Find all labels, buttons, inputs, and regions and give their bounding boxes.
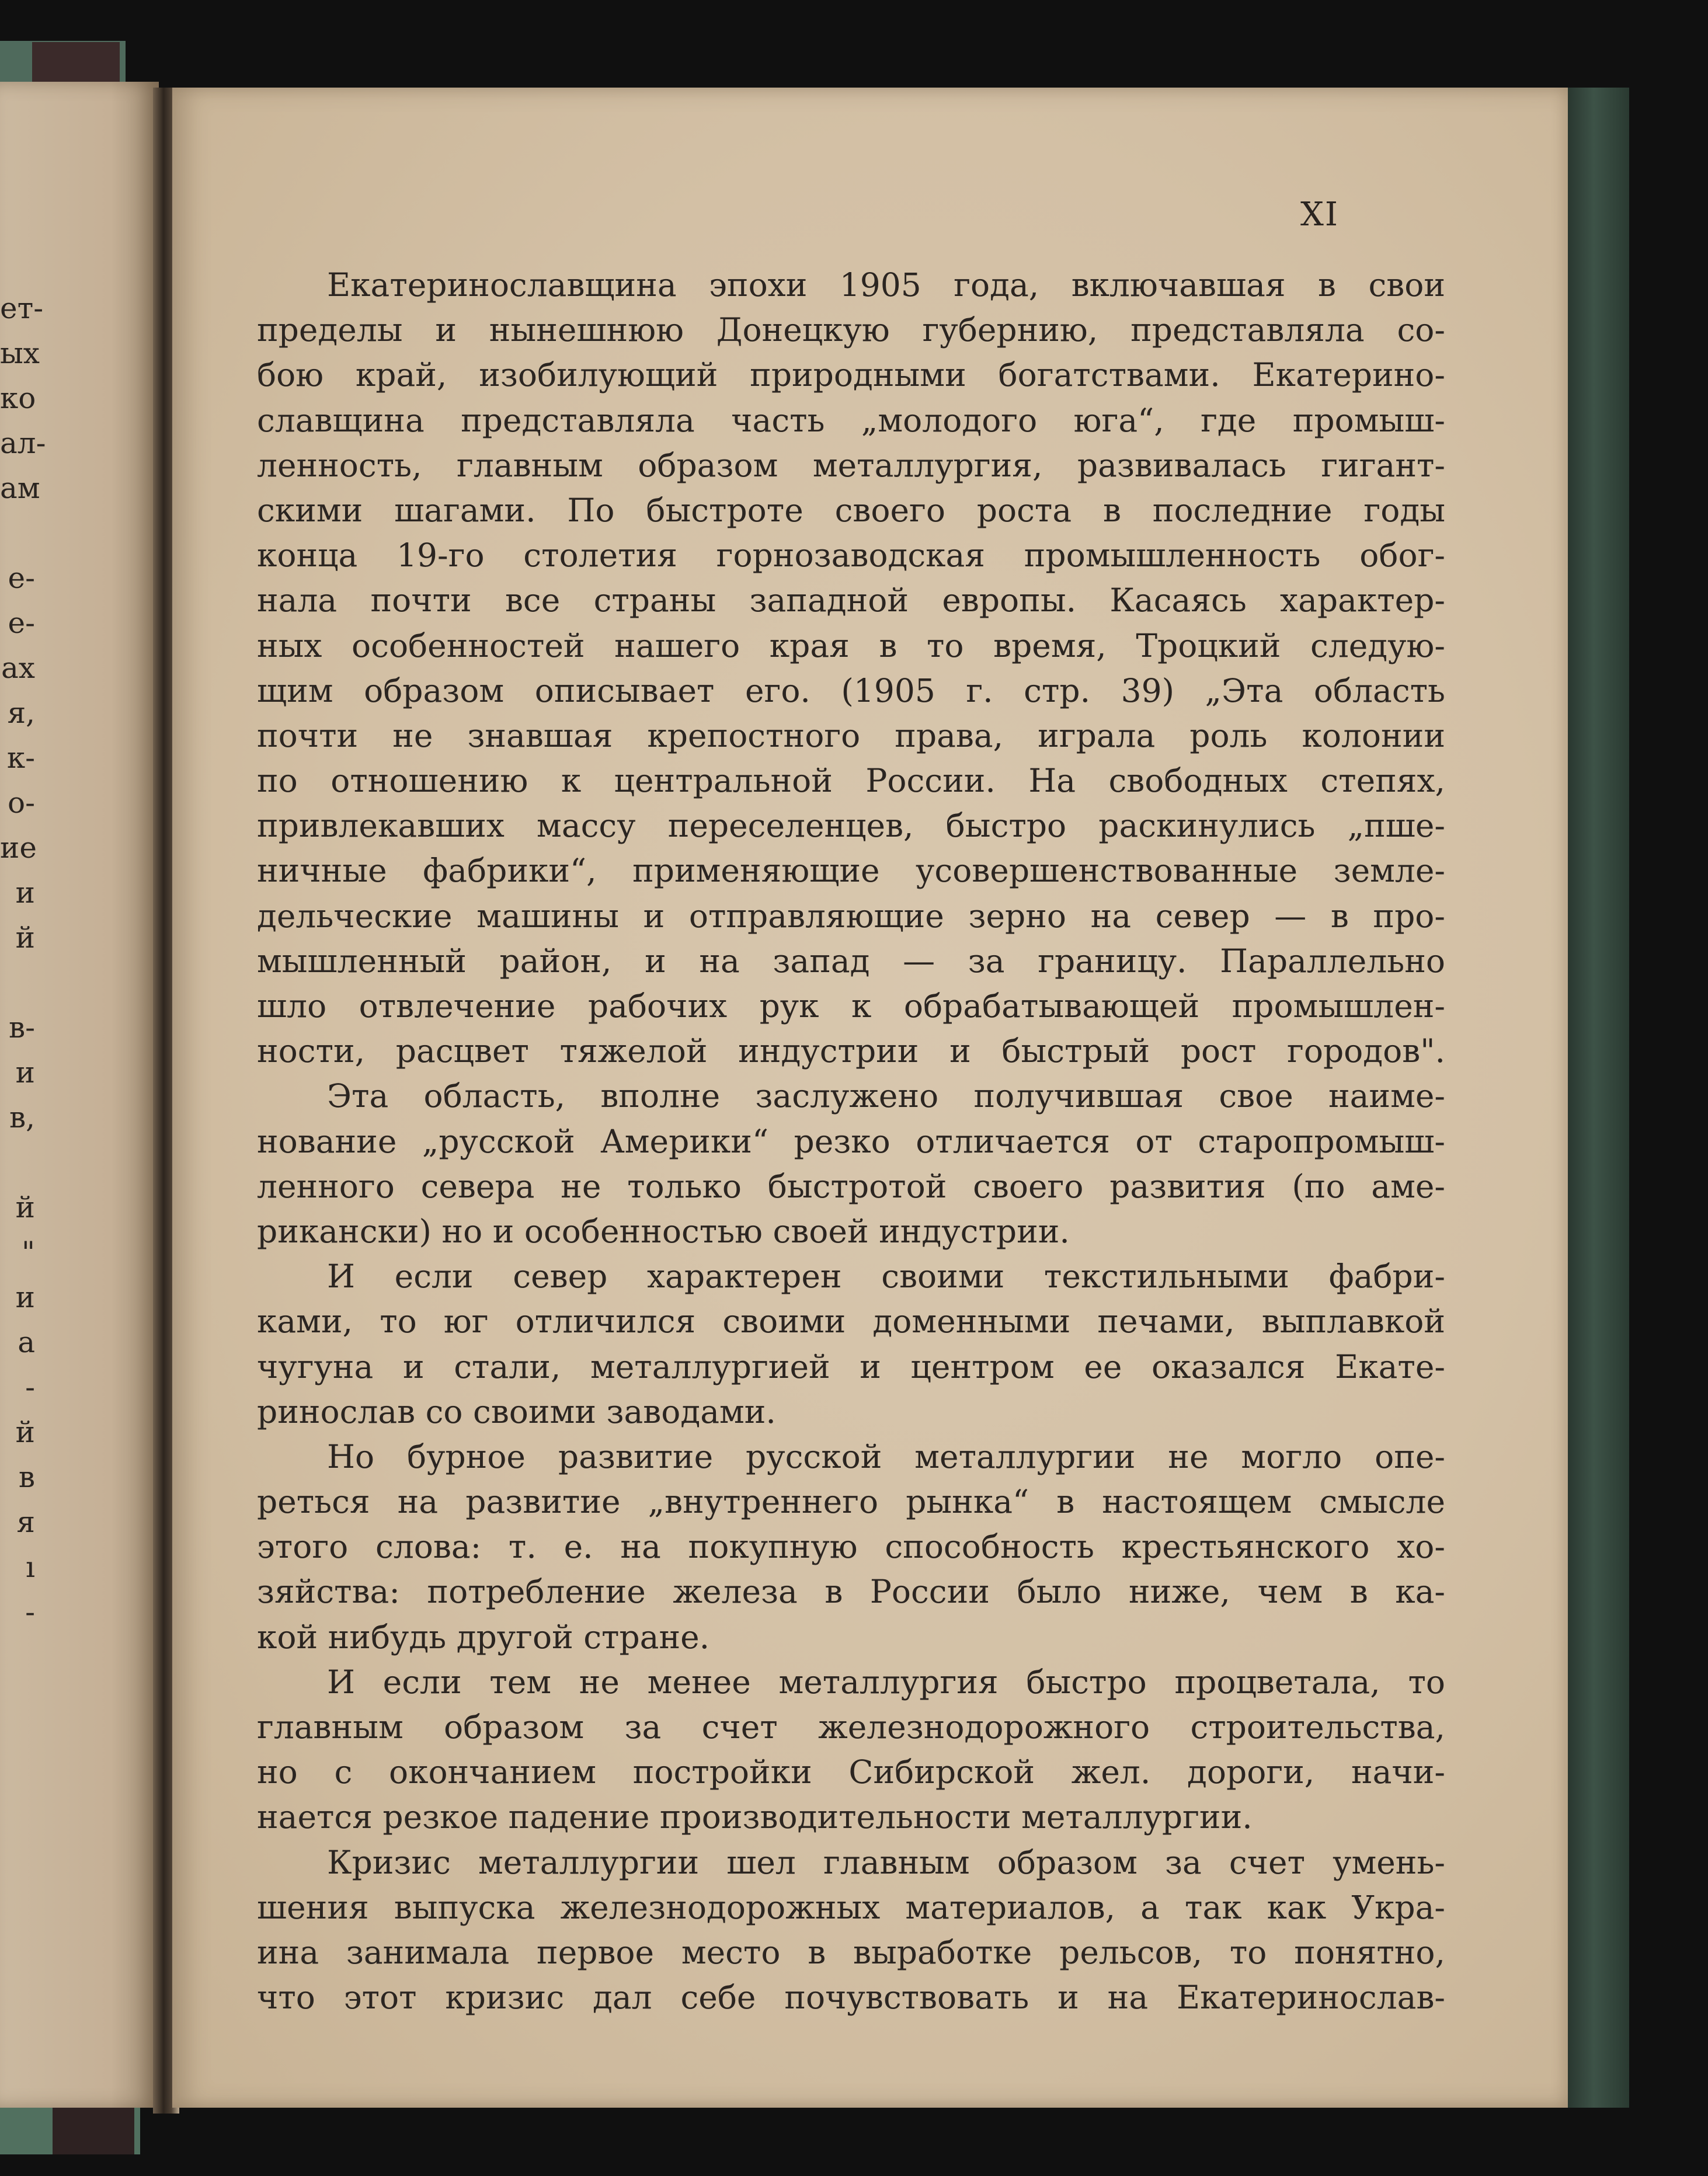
page-body-text: [257, 263, 1445, 2020]
text-line: ничные фабрики“, применяющие усовершенствованные земле-: [257, 852, 1445, 890]
facing-page-fragment: и: [15, 1056, 35, 1089]
facing-page-fragment: ет-: [0, 291, 44, 325]
book-page: [172, 88, 1568, 2108]
text-line: зяйства: потребление железа в России было ниже, чем в ка-: [257, 1573, 1445, 1611]
text-line: ками, то юг отличился своими доменными печами, выплавкой: [257, 1303, 1445, 1341]
text-line: Эта область, вполне заслужено получившая свое наиме-: [327, 1077, 1445, 1115]
text-line: рикански) но и особенностью своей индустрии.: [257, 1212, 1070, 1250]
text-line: бою край, изобилующий природными богатствами. Екатерино-: [257, 356, 1445, 394]
facing-page-fragment: а: [18, 1325, 35, 1359]
facing-page-fragment: я: [16, 1505, 35, 1539]
facing-page-fragment: ко: [0, 381, 36, 415]
text-line: шения выпуска железнодорожных материалов, а так как Укра-: [257, 1888, 1445, 1926]
facing-page-fragment: и: [15, 876, 35, 910]
text-line: ринослав со своими заводами.: [257, 1392, 776, 1430]
text-line: ина занимала первое место в выработке рельсов, то понятно,: [257, 1933, 1445, 1971]
book-cover-right: [1565, 88, 1629, 2108]
facing-page-fragment: [0, 1140, 35, 1185]
text-line: чугуна и стали, металлургией и центром ее оказался Екате-: [257, 1348, 1445, 1385]
facing-page-fragment: й: [15, 1190, 35, 1224]
text-line: Кризис металлургии шел главным образом за счет умень-: [327, 1843, 1445, 1881]
text-line: что этот кризис дал себе почувствовать и на Екатеринослав-: [257, 1979, 1445, 2017]
facing-page-fragment: ı: [26, 1550, 35, 1584]
facing-page-fragment: е-: [8, 606, 35, 640]
text-line: конца 19-го столетия горнозаводская промышленность обог-: [257, 537, 1445, 575]
facing-page-fragment: [0, 960, 35, 1005]
facing-page-fragment: [0, 511, 35, 556]
facing-page-fragment: в,: [9, 1101, 35, 1134]
facing-page-fragment: е-: [8, 561, 35, 595]
text-line: привлекавших массу переселенцев, быстро раскинулись „пше-: [257, 807, 1445, 845]
facing-page-fragment: о-: [8, 786, 35, 820]
text-line: реться на развитие „внутреннего рынка“ в настоящем смысле: [257, 1483, 1445, 1521]
text-line: славщина представляла часть „молодого юга“, где промыш-: [257, 401, 1445, 439]
text-line: но с окончанием постройки Сибирской жел. дороги, начи-: [257, 1753, 1445, 1791]
facing-page-fragment: я,: [7, 696, 35, 730]
facing-page-fragment: й: [15, 1415, 35, 1449]
text-line: кой нибудь другой стране.: [257, 1618, 710, 1656]
facing-page-fragment: и: [15, 1280, 35, 1314]
text-line: И если север характерен своими текстильными фабри-: [327, 1258, 1445, 1296]
text-line: по отношению к центральной России. На свободных степях,: [257, 762, 1445, 800]
facing-page-fragment: к-: [6, 741, 35, 775]
text-line: нается резкое падение производительности металлургии.: [257, 1798, 1253, 1836]
page-number: XI: [1300, 196, 1339, 234]
text-line: И если тем не менее металлургия быстро процветала, то: [327, 1663, 1445, 1701]
facing-page-fragment: й: [15, 921, 35, 955]
text-line: нала почти все страны западной европы. Касаясь характер-: [257, 582, 1445, 619]
text-line: ных особенностей нашего края в то время, Троцкий следую-: [257, 626, 1445, 664]
facing-page-fragment: -: [25, 1370, 35, 1404]
facing-page-fragment: в: [18, 1460, 35, 1494]
facing-page-fragment: ал-: [0, 426, 46, 460]
facing-page-fragment: в-: [8, 1011, 35, 1045]
facing-page-fragment: ие: [0, 831, 37, 865]
text-line: пределы и нынешнюю Донецкую губернию, представляла со-: [257, 311, 1445, 349]
facing-page-fragment: ": [22, 1235, 35, 1269]
text-line: шло отвлечение рабочих рук к обрабатывающей промышлен-: [257, 987, 1445, 1025]
text-line: скими шагами. По быстроте своего роста в последние годы: [257, 491, 1445, 529]
facing-page-left: [0, 82, 159, 2108]
text-line: ленного севера не только быстротой своего развития (по аме-: [257, 1167, 1445, 1205]
text-line: Но бурное развитие русской металлургии не могло опе-: [327, 1437, 1445, 1475]
facing-page-fragment: ых: [0, 336, 40, 370]
text-line: почти не знавшая крепостного права, играла роль колонии: [257, 716, 1445, 754]
text-line: главным образом за счет железнодорожного строительства,: [257, 1708, 1445, 1746]
text-line: этого слова: т. е. на покупную способность крестьянского хо-: [257, 1528, 1445, 1566]
text-line: мышленный район, и на запад — за границу. Параллельно: [257, 942, 1445, 980]
book-binding-bottom: [53, 2102, 134, 2154]
text-line: дельческие машины и отправляющие зерно на север — в про-: [257, 897, 1445, 935]
facing-page-text-fragments: [0, 286, 46, 1635]
text-line: ленность, главным образом металлургия, развивалась гигант-: [257, 446, 1445, 484]
facing-page-fragment: ам: [0, 471, 40, 505]
text-line: щим образом описывает его. (1905 г. стр. 39) „Эта область: [257, 671, 1445, 709]
text-line: Екатеринославщина эпохи 1905 года, включавшая в свои: [327, 266, 1445, 304]
facing-page-fragment: ах: [1, 651, 35, 685]
text-line: ности, расцвет тяжелой индустрии и быстрый рост городов".: [257, 1032, 1445, 1070]
facing-page-fragment: -: [25, 1595, 35, 1629]
text-line: нование „русской Америки“ резко отличается от старопромыш-: [257, 1122, 1445, 1160]
